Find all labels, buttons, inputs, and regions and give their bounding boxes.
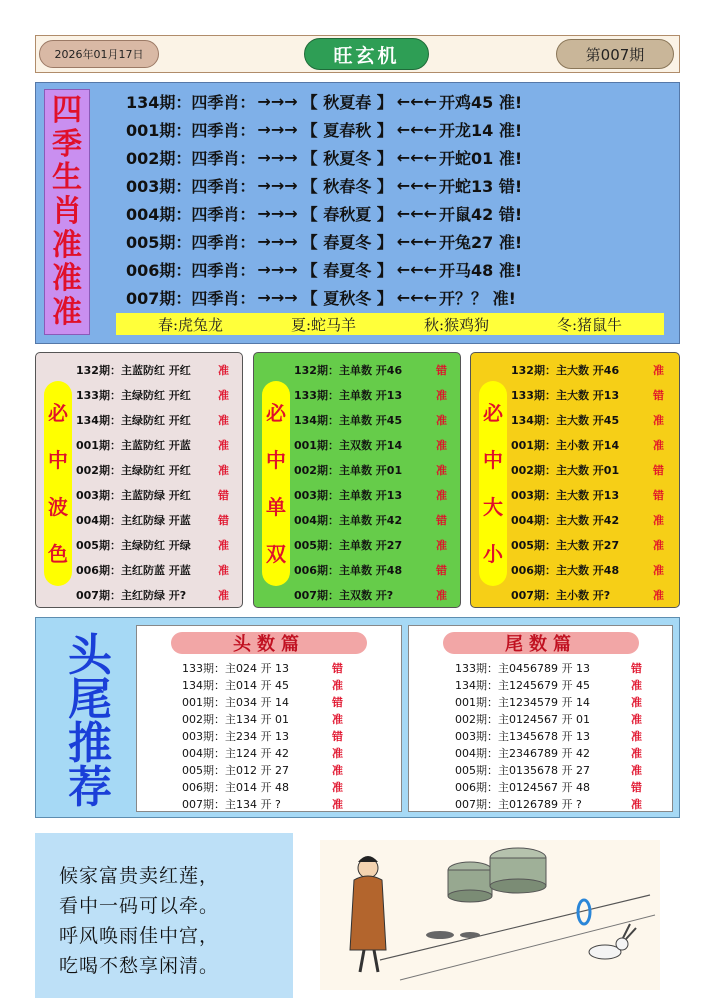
date-badge: 2026年01月17日 <box>39 40 159 68</box>
arrow-right-icon: →→→ <box>257 231 298 251</box>
list-item <box>182 659 422 676</box>
label-char: 波 <box>48 495 68 520</box>
result-mark: 准 <box>436 463 447 477</box>
list-item <box>294 582 459 607</box>
row-text: 002期：主绿防红 开红 <box>76 463 191 477</box>
label-char: 双 <box>266 542 286 567</box>
row-text: 002期：主单数 开01 <box>294 463 403 477</box>
list-item <box>455 744 695 761</box>
list-item <box>294 532 459 557</box>
result-mark: 错 <box>653 388 664 402</box>
arrow-right-icon: →→→ <box>257 119 298 139</box>
result-text: 开？？ 准! <box>439 288 516 308</box>
big-small-rows <box>511 357 676 607</box>
result-mark: 准 <box>218 538 229 552</box>
row-text: 001期：主双数 开14 <box>294 438 403 452</box>
result-mark: 错 <box>332 661 343 675</box>
poem-box <box>35 833 293 998</box>
odd-even-rows <box>294 357 459 607</box>
result-mark: 准 <box>332 712 343 726</box>
big-small-box <box>470 352 680 608</box>
list-item <box>76 482 241 507</box>
season-row <box>126 143 671 171</box>
row-text: 003期：主234 开 13 <box>182 729 289 743</box>
row-text: 005期：主单数 开27 <box>294 538 403 552</box>
list-item <box>455 659 695 676</box>
label-char: 生 <box>52 160 82 196</box>
result-mark: 错 <box>218 513 229 527</box>
arrow-right-icon: →→→ <box>257 203 298 223</box>
list-item <box>182 761 422 778</box>
season-combo: 【 秋夏春 】 <box>301 92 393 112</box>
period-text: 005期：四季肖： <box>126 232 256 252</box>
label-char: 单 <box>266 495 286 520</box>
result-text: 开蛇01 准! <box>439 148 523 168</box>
result-mark: 准 <box>631 729 642 743</box>
result-mark: 错 <box>653 463 664 477</box>
result-mark: 准 <box>631 678 642 692</box>
row-text: 004期：主单数 开42 <box>294 513 403 527</box>
result-mark: 准 <box>631 712 642 726</box>
result-mark: 错 <box>332 729 343 743</box>
result-mark: 准 <box>631 763 642 777</box>
label-char: 必 <box>48 400 68 425</box>
result-mark: 准 <box>653 563 664 577</box>
list-item <box>182 778 422 795</box>
zodiac-autumn: 秋:猴鸡狗 <box>423 315 490 334</box>
result-mark: 准 <box>218 413 229 427</box>
list-item <box>76 357 241 382</box>
season-row <box>126 199 671 227</box>
issue-badge: 第007期 <box>556 39 674 69</box>
label-char: 准 <box>52 261 82 297</box>
row-text: 005期：主大数 开27 <box>511 538 620 552</box>
row-text: 133期：主0456789 开 13 <box>455 661 590 675</box>
season-combo: 【 秋春冬 】 <box>301 176 393 196</box>
list-item <box>455 676 695 693</box>
list-item <box>294 432 459 457</box>
row-text: 134期：主014 开 45 <box>182 678 289 692</box>
season-combo: 【 秋夏冬 】 <box>301 148 393 168</box>
list-item <box>511 557 676 582</box>
title-char: 荐 <box>68 762 112 813</box>
list-item <box>511 382 676 407</box>
period-text: 002期：四季肖： <box>126 148 256 168</box>
result-mark: 准 <box>436 438 447 452</box>
season-combo: 【 春夏冬 】 <box>301 260 393 280</box>
row-text: 133期：主大数 开13 <box>511 388 620 402</box>
arrow-left-icon: ←←← <box>396 91 437 111</box>
wave-color-box <box>35 352 243 608</box>
season-row <box>126 87 671 115</box>
row-text: 006期：主014 开 48 <box>182 780 289 794</box>
result-mark: 错 <box>631 661 642 675</box>
label-char: 四 <box>52 92 82 128</box>
list-item <box>455 710 695 727</box>
row-text: 133期：主绿防红 开红 <box>76 388 191 402</box>
row-text: 003期：主大数 开13 <box>511 488 620 502</box>
arrow-left-icon: ←←← <box>396 147 437 167</box>
period-text: 007期：四季肖： <box>126 288 256 308</box>
row-text: 007期：主小数 开? <box>511 588 611 602</box>
list-item <box>294 382 459 407</box>
row-text: 002期：主大数 开01 <box>511 463 620 477</box>
season-row <box>126 171 671 199</box>
result-text: 开兔27 准! <box>439 232 523 252</box>
big-small-label <box>479 381 507 586</box>
list-item <box>76 407 241 432</box>
arrow-left-icon: ←←← <box>396 259 437 279</box>
result-mark: 错 <box>218 488 229 502</box>
list-item <box>511 507 676 532</box>
list-item <box>511 532 676 557</box>
period-text: 006期：四季肖： <box>126 260 256 280</box>
season-zodiac-section <box>35 82 680 344</box>
row-text: 003期：主单数 开13 <box>294 488 403 502</box>
result-mark: 准 <box>218 388 229 402</box>
row-text: 006期：主单数 开48 <box>294 563 403 577</box>
result-mark: 准 <box>332 763 343 777</box>
row-text: 003期：主蓝防绿 开红 <box>76 488 191 502</box>
farmer-tree-stump-rabbit-illustration <box>320 840 660 990</box>
head-number-panel <box>136 625 402 812</box>
season-row <box>126 255 671 283</box>
arrow-left-icon: ←←← <box>396 203 437 223</box>
row-text: 134期：主1245679 开 45 <box>455 678 590 692</box>
result-mark: 错 <box>332 695 343 709</box>
row-text: 005期：主0135678 开 27 <box>455 763 590 777</box>
arrow-right-icon: →→→ <box>257 175 298 195</box>
period-text: 003期：四季肖： <box>126 176 256 196</box>
row-text: 134期：主大数 开45 <box>511 413 620 427</box>
season-combo: 【 夏春秋 】 <box>301 120 393 140</box>
list-item <box>76 532 241 557</box>
result-mark: 准 <box>332 797 343 811</box>
label-char: 中 <box>48 447 68 472</box>
result-text: 开鼠42 错! <box>439 204 523 224</box>
row-text: 002期：主134 开 01 <box>182 712 289 726</box>
list-item <box>76 557 241 582</box>
wave-color-rows <box>76 357 241 607</box>
list-item <box>455 761 695 778</box>
odd-even-box <box>253 352 461 608</box>
season-combo: 【 春秋夏 】 <box>301 204 393 224</box>
period-text: 001期：四季肖： <box>126 120 256 140</box>
label-char: 必 <box>266 400 286 425</box>
result-mark: 准 <box>436 538 447 552</box>
tail-number-title: 尾数篇 <box>443 632 639 654</box>
list-item <box>294 457 459 482</box>
row-text: 134期：主单数 开45 <box>294 413 403 427</box>
result-mark: 准 <box>332 746 343 760</box>
list-item <box>76 507 241 532</box>
list-item <box>455 795 695 812</box>
row-text: 007期：主双数 开? <box>294 588 394 602</box>
arrow-left-icon: ←←← <box>396 175 437 195</box>
label-char: 中 <box>483 447 503 472</box>
arrow-right-icon: →→→ <box>257 91 298 111</box>
zodiac-legend-bar <box>116 313 664 335</box>
result-mark: 准 <box>218 563 229 577</box>
season-zodiac-rows <box>126 87 671 311</box>
title-char: 推 <box>68 718 112 769</box>
result-mark: 错 <box>436 363 447 377</box>
arrow-left-icon: ←←← <box>396 231 437 251</box>
zodiac-winter: 冬:猪鼠牛 <box>556 315 623 334</box>
result-text: 开鸡45 准! <box>439 92 523 112</box>
row-text: 133期：主024 开 13 <box>182 661 289 675</box>
result-text: 开马48 准! <box>439 260 523 280</box>
label-char: 季 <box>52 126 82 162</box>
list-item <box>294 557 459 582</box>
title-char: 尾 <box>68 674 112 725</box>
row-text: 004期：主红防绿 开蓝 <box>76 513 191 527</box>
illustration-svg <box>320 840 660 990</box>
row-text: 007期：主红防绿 开? <box>76 588 187 602</box>
season-combo: 【 夏秋冬 】 <box>301 288 393 308</box>
list-item <box>455 693 695 710</box>
result-mark: 准 <box>631 797 642 811</box>
result-text: 开龙14 准! <box>439 120 523 140</box>
arrow-right-icon: →→→ <box>257 147 298 167</box>
row-text: 134期：主绿防红 开红 <box>76 413 191 427</box>
result-mark: 准 <box>631 746 642 760</box>
list-item <box>511 357 676 382</box>
zodiac-spring: 春:虎兔龙 <box>157 315 224 334</box>
result-mark: 错 <box>436 563 447 577</box>
list-item <box>511 432 676 457</box>
result-mark: 准 <box>218 463 229 477</box>
label-char: 小 <box>483 542 503 567</box>
odd-even-label <box>262 381 290 586</box>
header-bar <box>35 35 680 73</box>
row-text: 001期：主蓝防红 开蓝 <box>76 438 191 452</box>
season-row <box>126 115 671 143</box>
row-text: 002期：主0124567 开 01 <box>455 712 590 726</box>
list-item <box>76 432 241 457</box>
poem-line: 吃喝不愁享闲清。 <box>59 955 220 977</box>
period-text: 134期：四季肖： <box>126 92 256 112</box>
list-item <box>294 482 459 507</box>
result-mark: 准 <box>436 413 447 427</box>
row-text: 133期：主单数 开13 <box>294 388 403 402</box>
result-mark: 准 <box>436 588 447 602</box>
season-combo: 【 春夏冬 】 <box>301 232 393 252</box>
list-item <box>511 582 676 607</box>
tail-number-panel <box>408 625 673 812</box>
list-item <box>511 482 676 507</box>
result-mark: 准 <box>218 588 229 602</box>
result-mark: 准 <box>653 438 664 452</box>
row-text: 004期：主大数 开42 <box>511 513 620 527</box>
list-item <box>455 727 695 744</box>
title-char: 头 <box>68 630 112 681</box>
result-mark: 准 <box>436 488 447 502</box>
arrow-left-icon: ←←← <box>396 287 437 307</box>
head-number-title: 头数篇 <box>171 632 367 654</box>
result-mark: 准 <box>653 588 664 602</box>
row-text: 005期：主绿防红 开绿 <box>76 538 191 552</box>
poem-line: 候家富贵卖红莲， <box>59 865 220 887</box>
season-row <box>126 227 671 255</box>
list-item <box>511 457 676 482</box>
period-text: 004期：四季肖： <box>126 204 256 224</box>
row-text: 132期：主大数 开46 <box>511 363 620 377</box>
head-tail-title <box>50 630 130 813</box>
row-text: 001期：主小数 开14 <box>511 438 620 452</box>
result-mark: 错 <box>631 780 642 794</box>
result-mark: 错 <box>436 513 447 527</box>
list-item <box>294 407 459 432</box>
list-item <box>182 727 422 744</box>
result-mark: 准 <box>653 538 664 552</box>
label-char: 肖 <box>52 193 82 229</box>
list-item <box>182 710 422 727</box>
arrow-right-icon: →→→ <box>257 259 298 279</box>
label-char: 准 <box>52 227 82 263</box>
list-item <box>511 407 676 432</box>
result-mark: 准 <box>332 780 343 794</box>
label-char: 必 <box>483 400 503 425</box>
row-text: 132期：主单数 开46 <box>294 363 403 377</box>
arrow-left-icon: ←←← <box>396 119 437 139</box>
list-item <box>182 676 422 693</box>
label-char: 色 <box>48 542 68 567</box>
wave-color-label <box>44 381 72 586</box>
row-text: 005期：主012 开 27 <box>182 763 289 777</box>
row-text: 007期：主134 开 ? <box>182 797 281 811</box>
row-text: 004期：主2346789 开 42 <box>455 746 590 760</box>
list-item <box>294 507 459 532</box>
label-char: 大 <box>483 495 503 520</box>
row-text: 007期：主0126789 开 ? <box>455 797 582 811</box>
list-item <box>76 382 241 407</box>
label-char: 准 <box>52 295 82 331</box>
zodiac-summer: 夏:蛇马羊 <box>290 315 357 334</box>
result-mark: 准 <box>218 438 229 452</box>
result-mark: 错 <box>653 488 664 502</box>
season-zodiac-label <box>44 89 90 335</box>
tail-number-rows <box>455 659 695 812</box>
result-text: 开蛇13 错! <box>439 176 523 196</box>
list-item <box>455 778 695 795</box>
label-char: 中 <box>266 447 286 472</box>
head-number-rows <box>182 659 422 812</box>
row-text: 006期：主红防蓝 开蓝 <box>76 563 191 577</box>
list-item <box>294 357 459 382</box>
result-mark: 准 <box>218 363 229 377</box>
head-tail-section <box>35 617 680 818</box>
poem-line: 呼风唤雨佳中宫， <box>59 925 220 947</box>
row-text: 001期：主1234579 开 14 <box>455 695 590 709</box>
row-text: 006期：主0124567 开 48 <box>455 780 590 794</box>
list-item <box>182 744 422 761</box>
result-mark: 准 <box>653 413 664 427</box>
result-mark: 准 <box>436 388 447 402</box>
arrow-right-icon: →→→ <box>257 287 298 307</box>
poem-line: 看中一码可以牵。 <box>59 895 220 917</box>
list-item <box>182 693 422 710</box>
row-text: 006期：主大数 开48 <box>511 563 620 577</box>
row-text: 001期：主034 开 14 <box>182 695 289 709</box>
row-text: 003期：主1345678 开 13 <box>455 729 590 743</box>
list-item <box>76 582 241 607</box>
list-item <box>76 457 241 482</box>
result-mark: 准 <box>653 363 664 377</box>
row-text: 132期：主蓝防红 开红 <box>76 363 191 377</box>
page-title: 旺玄机 <box>304 38 429 70</box>
result-mark: 准 <box>653 513 664 527</box>
result-mark: 准 <box>631 695 642 709</box>
row-text: 004期：主124 开 42 <box>182 746 289 760</box>
season-row <box>126 283 671 311</box>
list-item <box>182 795 422 812</box>
result-mark: 准 <box>332 678 343 692</box>
